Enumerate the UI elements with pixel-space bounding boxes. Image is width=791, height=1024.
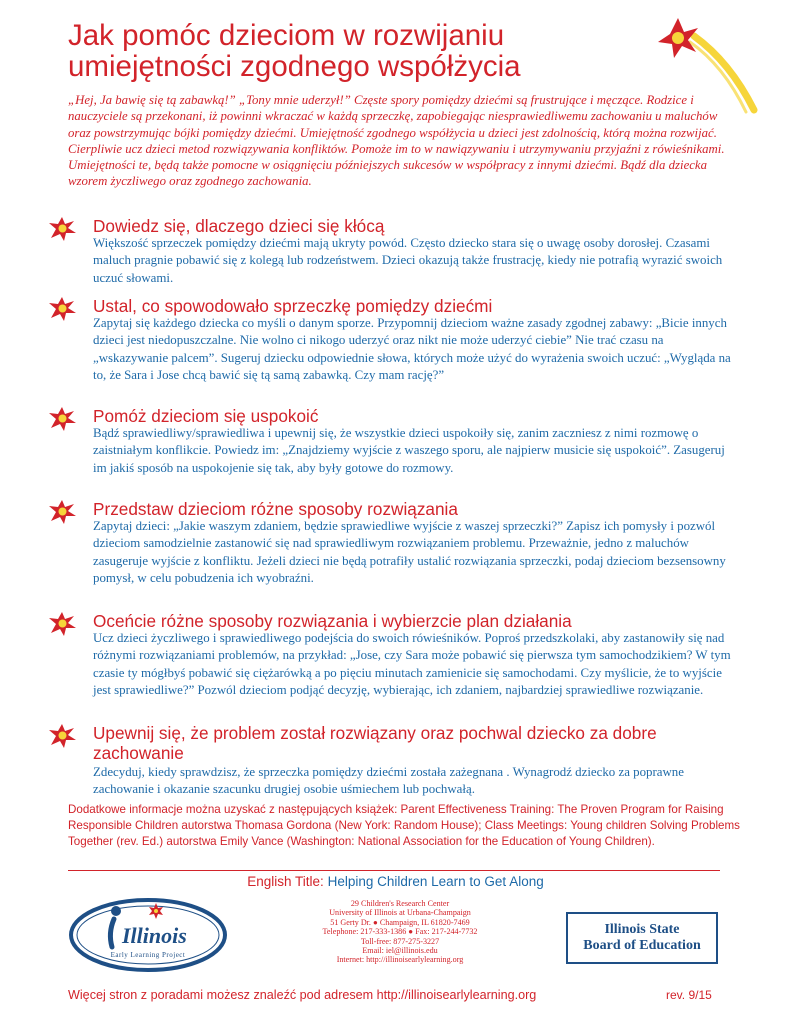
english-title (0, 874, 791, 889)
logo-name: Illinois (122, 923, 187, 948)
intro-paragraph: „Hej, Ja bawię się tą zabawką!” „Tony mnie uderzył!” Częste spory pomiędzy dziećmi są frustrujące i męczące. Rodzice i nauczyciele są przekonani, iż powinni wkraczać w każdą sprzeczkę, zapobiegając niesprawiedliwemu zachowaniu u maluchów oraz powstrzymując bójki pomiędzy dziećmi. Umiejętność zgodnego współżycia u dzieci jest zdolnością, którą można rozwijać. Cierpliwie ucz dzieci metod rozwiązywania konfliktów. Pomoże im to w nawiązywaniu i utrzymywaniu przyjaźni z rówieśnikami. Umiejętności te, będą także pomocne w osiągnięciu późniejszych sukcesów w współpracy z innymi dziećmi. Bądź dla dziecka wzorem życzliwego oraz zgodnego zachowania. (68, 93, 725, 189)
contact-line: Email: iel@illinois.edu (362, 946, 438, 956)
section-heading: Ustal, co spowodowało sprzeczkę pomiędzy dziećmi (93, 296, 493, 316)
contact-line: 29 Children's Research Center (350, 899, 450, 908)
title-line-2: umiejętności zgodnego współżycia (68, 50, 521, 83)
contact-line: 51 Gerty Dr. ● Champaign, IL 61820-7469 (330, 917, 470, 927)
section-body: Zapytaj dzieci: „Jakie waszym zdaniem, będzie sprawiedliwe wyjście z waszej sprzeczki?” Zapisz ich pomysły i pozwól dzieciom samodzielnie zastanowić się nad sprawiedliwym rozwiązaniem problemu. Przeważnie, jedno z maluchów zasugeruje wyjście z konfliktu. Jeżeli dzieci nie będą potrafiły ustalić rozwiązania sprzeczki, podaj dzieciom bezsensowny pomysł, w celu pobudzenia ich wyobraźni. (93, 519, 726, 586)
isbe-line-2: Board of Education (583, 938, 701, 953)
additional-info: Dodatkowe informacje można uzyskać z następujących książek: Parent Effectiveness Training: The Proven Program for Raising Responsible Children autorstwa Thomasa Gordona (New York: Random House); Class Meetings: Young children Solving Problems Together (rev. Ed.) autorstwa Emily Vance (Washington: National Association for the Education of Young Children). (68, 803, 740, 848)
section-body: Ucz dzieci życzliwego i sprawiedliwego podejścia do swoich rówieśników. Poproś przedszkolaki, aby zastanowiły się nad różnymi rozwiązaniami problemów, na przykład: „Jose, czy Sara może pobawić się pierwsza tym samochodzikiem? W tym czasie ty mógłbyś pobawić się ciężarówką a po pięciu minutach zamienicie się samochodami. Czy myślicie, że to wyjście jest sprawiedliwe?” Pozwól dzieciom podjąć decyzję, wybierając, ich zdaniem, najbardziej sprawiedliwe rozwiązanie. (93, 631, 731, 698)
revision-label: rev. 9/15 (666, 988, 712, 1002)
illinois-early-learning-logo (68, 895, 230, 973)
divider (68, 870, 720, 871)
page-title (68, 20, 628, 82)
section-body: Zapytaj się każdego dziecka co myśli o danym sporze. Przypomnij dzieciom ważne zasady zgodnej zabawy: „Bicie innych dzieci jest niedopuszczalne. Nie wolno ci nikogo uderzyć oraz nikt nie może uderzyć ciebie” Nie trać czasu na „wskazywanie palcem”. Sugeruj dziecku odpowiednie słowa, których może użyć do wyrażenia swoich uczuć: „Wygląda na to, że Sara i Jose chcą bawić się tą samą zabawką. Czy mam rację?” (93, 316, 731, 383)
section-body: Zdecyduj, kiedy sprawdzisz, że sprzeczka pomiędzy dziećmi została zażegnana . Wynagrodź dziecko za poprawne zachowanie i okazanie szacunku drugiej osobie uśmiechem lub pochwałą. (93, 765, 684, 797)
star-bullet-icon (48, 499, 78, 525)
section-body: Większość sprzeczek pomiędzy dziećmi mają ukryty powód. Często dziecko stara się o uwagę osoby dorosłej. Czasami maluch pragnie pobawić się z kolegą lub rodzeństwem. Dzieci okazują także frustrację, kiedy nie potrafią wyrazić swoich uczuć słowami. (93, 236, 723, 285)
section-heading: Przedstaw dzieciom różne sposoby rozwiązania (93, 499, 458, 519)
contact-line: University of Illinois at Urbana-Champaign (329, 908, 471, 918)
star-bullet-icon (48, 611, 78, 637)
isbe-logo (566, 912, 718, 964)
contact-line: Toll-free: 877-275-3227 (360, 936, 440, 946)
star-bullet-icon (48, 723, 78, 749)
isbe-line-1: Illinois State (604, 922, 680, 937)
contact-line: Internet: http://illinoisearlylearning.org (336, 955, 464, 965)
english-title-value: Helping Children Learn to Get Along (327, 874, 544, 889)
contact-line: Telephone: 217-333-1386 ● Fax: 217-244-7732 (322, 927, 478, 937)
logo-subtitle: Early Learning Project (110, 951, 186, 959)
title-line-1: Jak pomóc dzieciom w rozwijaniu (68, 19, 505, 52)
section-heading: Upewnij się, że problem został rozwiązany oraz pochwal dziecko za dobre zachowanie (93, 723, 657, 763)
section-body: Bądź sprawiedliwy/sprawiedliwa i upewnij się, że wszystkie dzieci uspokoiły się, zanim zaczniesz z nimi rozmowę o zaistniałym konflikcie. Powiedz im: „Znajdziemy wyjście z waszego sporu, ale najpierw musicie się uspokoić”. Zasugeruj im jakiś sposób na uspokojenie się tak, aby były gotowe do rozmowy. (93, 426, 725, 475)
section-heading: Oceńcie różne sposoby rozwiązania i wybierzcie plan działania (93, 611, 572, 631)
star-bullet-icon (48, 296, 78, 322)
english-title-label: English Title: (247, 874, 324, 889)
section-heading: Dowiedz się, dlaczego dzieci się kłócą (93, 216, 385, 236)
star-bullet-icon (48, 216, 78, 242)
section-heading: Pomóż dzieciom się uspokoić (93, 406, 319, 426)
contact-info (270, 899, 530, 965)
more-tips-footer: Więcej stron z poradami możesz znaleźć pod adresem http://illinoisearlylearning.org (68, 988, 537, 1002)
star-bullet-icon (48, 406, 78, 432)
